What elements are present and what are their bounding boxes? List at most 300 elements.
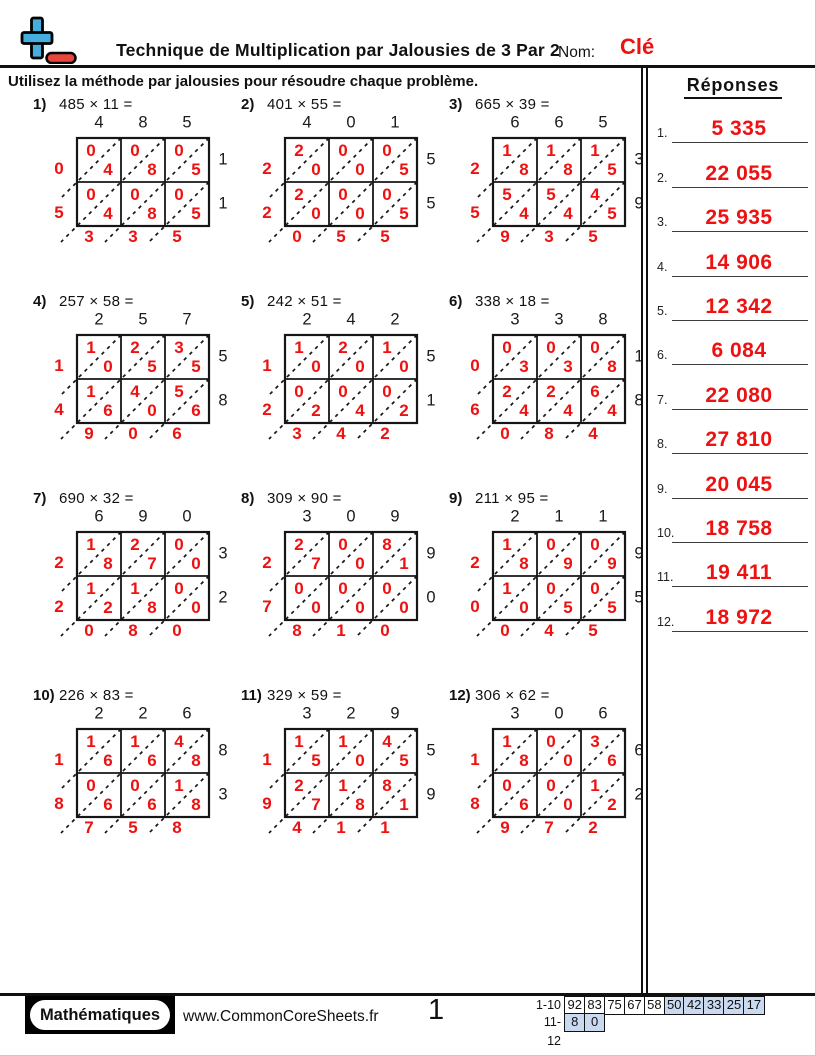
lattice-cell-tens-digit: 4 — [382, 732, 392, 751]
answer-item — [650, 277, 816, 321]
problems-grid — [29, 96, 653, 884]
lattice-cell-units-digit: 0 — [563, 751, 573, 770]
lattice-top-digit: 6 — [94, 507, 104, 526]
lattice-cell-units-digit: 2 — [399, 401, 409, 420]
lattice-cell-units-digit: 4 — [607, 401, 617, 420]
problem-equation: 309 × 90 = — [267, 490, 342, 507]
answer-item — [650, 143, 816, 187]
lattice-right-digit: 1 — [218, 150, 228, 169]
lattice-grid — [29, 704, 235, 843]
lattice-cell-units-digit: 5 — [399, 751, 409, 770]
problem — [445, 490, 651, 666]
problem-equation: 242 × 51 = — [267, 293, 342, 310]
lattice-left-sum-digit: 2 — [54, 553, 64, 572]
plus-minus-icon — [20, 16, 78, 64]
lattice-cell-units-digit: 4 — [103, 160, 113, 179]
answer-number: 4. — [657, 259, 668, 274]
lattice-cell-units-digit: 5 — [563, 598, 573, 617]
lattice-right-digit: 5 — [426, 741, 436, 760]
problem — [445, 293, 651, 469]
lattice-cell-tens-digit: 1 — [86, 732, 96, 751]
answer-number: 3. — [657, 215, 668, 230]
lattice-grid — [445, 113, 651, 252]
problem-equation: 485 × 11 = — [59, 96, 133, 113]
lattice-top-digit: 2 — [510, 507, 520, 526]
lattice-cell-tens-digit: 1 — [86, 382, 96, 401]
lattice-cell-tens-digit: 0 — [590, 535, 600, 554]
lattice-cell-units-digit: 0 — [355, 204, 365, 223]
lattice-bottom-sum-digit: 8 — [292, 621, 302, 640]
answer-value: 22 055 — [705, 161, 773, 185]
page-number: 1 — [428, 994, 445, 1026]
lattice-right-digit: 9 — [426, 785, 436, 804]
lattice-bottom-sum-digit: 0 — [380, 621, 390, 640]
problem-number: 4) — [33, 293, 47, 310]
lattice-top-digit: 0 — [346, 507, 356, 526]
lattice-right-digit: 8 — [634, 391, 644, 410]
lattice-cell-units-digit: 4 — [519, 401, 529, 420]
lattice-left-sum-digit: 1 — [54, 750, 64, 769]
lattice-left-sum-digit: 0 — [54, 159, 64, 178]
lattice-cell-tens-digit: 5 — [174, 382, 184, 401]
lattice-bottom-sum-digit: 7 — [84, 818, 94, 837]
answer-number: 1. — [657, 126, 668, 141]
lattice-cell-tens-digit: 0 — [86, 776, 96, 795]
answer-number: 6. — [657, 348, 668, 363]
lattice-cell-units-digit: 5 — [191, 204, 201, 223]
lattice-cell-units-digit: 0 — [311, 204, 321, 223]
problem-header — [237, 96, 443, 116]
lattice-right-digit: 0 — [426, 588, 436, 607]
lattice-grid — [29, 113, 235, 252]
problem-header — [29, 293, 235, 313]
lattice-right-digit: 8 — [218, 391, 228, 410]
lattice-top-digit: 5 — [598, 113, 608, 132]
lattice-left-sum-digit: 2 — [470, 159, 480, 178]
score-cell: 50 — [664, 996, 686, 1015]
lattice-cell-tens-digit: 2 — [546, 382, 556, 401]
lattice-cell-tens-digit: 2 — [294, 141, 304, 160]
lattice-top-digit: 6 — [182, 704, 192, 723]
lattice-right-digit: 9 — [634, 194, 644, 213]
answer-value: 18 972 — [705, 605, 773, 629]
lattice-bottom-sum-digit: 7 — [544, 818, 554, 837]
lattice-left-sum-digit: 8 — [54, 794, 64, 813]
score-cell: 8 — [564, 1013, 586, 1032]
lattice-right-digit: 2 — [218, 588, 228, 607]
answers-title: Réponses — [684, 75, 782, 99]
lattice-left-sum-digit: 5 — [470, 203, 480, 222]
lattice-cell-units-digit: 6 — [103, 795, 113, 814]
lattice-cell-units-digit: 8 — [519, 160, 529, 179]
answer-item — [650, 587, 816, 631]
lattice-cell-tens-digit: 2 — [338, 338, 348, 357]
lattice-cell-tens-digit: 0 — [130, 141, 140, 160]
lattice-cell-tens-digit: 0 — [502, 776, 512, 795]
answer-value: 19 411 — [705, 561, 773, 585]
lattice-right-digit: 5 — [634, 588, 644, 607]
lattice-cell-tens-digit: 1 — [502, 141, 512, 160]
lattice-cell-units-digit: 0 — [311, 598, 321, 617]
problem — [237, 293, 443, 469]
lattice-bottom-sum-digit: 4 — [292, 818, 302, 837]
problem-number: 2) — [241, 96, 255, 113]
lattice-bottom-sum-digit: 0 — [172, 621, 182, 640]
problem-equation: 226 × 83 = — [59, 687, 134, 704]
lattice-top-digit: 6 — [598, 704, 608, 723]
lattice-bottom-sum-digit: 8 — [172, 818, 182, 837]
lattice-cell-units-digit: 4 — [355, 401, 365, 420]
problem-equation: 211 × 95 = — [475, 490, 549, 507]
lattice-top-digit: 2 — [94, 704, 104, 723]
answer-item — [650, 365, 816, 409]
lattice-cell-tens-digit: 4 — [130, 382, 140, 401]
lattice-top-digit: 3 — [302, 507, 312, 526]
lattice-left-sum-digit: 7 — [262, 597, 272, 616]
lattice-cell-units-digit: 8 — [147, 160, 157, 179]
answer-number: 7. — [657, 392, 668, 407]
lattice-left-sum-digit: 0 — [470, 356, 480, 375]
lattice-cell-units-digit: 5 — [607, 160, 617, 179]
lattice-cell-tens-digit: 0 — [130, 776, 140, 795]
lattice-cell-units-digit: 8 — [191, 751, 201, 770]
lattice-left-sum-digit: 4 — [54, 400, 64, 419]
lattice-cell-units-digit: 6 — [147, 751, 157, 770]
lattice-left-sum-digit: 2 — [54, 597, 64, 616]
lattice-cell-units-digit: 4 — [563, 401, 573, 420]
brand-badge — [25, 996, 175, 1034]
problem-equation: 306 × 62 = — [475, 687, 550, 704]
score-cell: 0 — [584, 1013, 606, 1032]
lattice-cell-tens-digit: 1 — [86, 338, 96, 357]
lattice-cell-units-digit: 0 — [519, 598, 529, 617]
answer-number: 12. — [657, 614, 675, 629]
lattice-top-digit: 1 — [598, 507, 608, 526]
lattice-top-digit: 1 — [390, 113, 400, 132]
lattice-bottom-sum-digit: 8 — [544, 424, 554, 443]
lattice-bottom-sum-digit: 3 — [292, 424, 302, 443]
problem-header — [29, 687, 235, 707]
score-row-label: 1-10 — [535, 998, 561, 1012]
answer-item — [650, 99, 816, 143]
page-title: Technique de Multiplication par Jalousies de 3 Par 2 — [116, 40, 560, 60]
answer-underline — [672, 631, 808, 632]
problem-number: 6) — [449, 293, 463, 310]
lattice-cell-tens-digit: 0 — [502, 338, 512, 357]
name-label: Nom: — [558, 44, 596, 61]
lattice-cell-tens-digit: 2 — [130, 338, 140, 357]
lattice-cell-units-digit: 8 — [355, 795, 365, 814]
score-cell: 17 — [743, 996, 765, 1015]
score-cell: 67 — [624, 996, 646, 1015]
lattice-cell-units-digit: 4 — [519, 204, 529, 223]
lattice-bottom-sum-digit: 5 — [336, 227, 346, 246]
lattice-bottom-sum-digit: 1 — [380, 818, 390, 837]
lattice-cell-units-digit: 0 — [355, 554, 365, 573]
lattice-cell-tens-digit: 0 — [590, 579, 600, 598]
lattice-cell-tens-digit: 1 — [338, 776, 348, 795]
lattice-cell-tens-digit: 0 — [174, 141, 184, 160]
lattice-cell-units-digit: 0 — [563, 795, 573, 814]
lattice-bottom-sum-digit: 1 — [336, 818, 346, 837]
problem-equation: 401 × 55 = — [267, 96, 342, 113]
lattice-cell-tens-digit: 0 — [294, 382, 304, 401]
problem — [237, 687, 443, 863]
score-row-label: 11-12 — [543, 1015, 561, 1049]
lattice-cell-units-digit: 5 — [311, 751, 321, 770]
problem-header — [29, 490, 235, 510]
lattice-cell-units-digit: 4 — [563, 204, 573, 223]
score-row — [530, 1013, 765, 1049]
score-row — [530, 996, 765, 1015]
lattice-cell-units-digit: 0 — [311, 357, 321, 376]
problem-number: 3) — [449, 96, 463, 113]
answer-value: 18 758 — [705, 516, 773, 540]
score-cells — [564, 1013, 605, 1032]
lattice-cell-tens-digit: 8 — [382, 535, 392, 554]
lattice-cell-tens-digit: 8 — [382, 776, 392, 795]
lattice-top-digit: 2 — [346, 704, 356, 723]
lattice-cell-units-digit: 2 — [311, 401, 321, 420]
lattice-cell-tens-digit: 0 — [338, 382, 348, 401]
lattice-cell-tens-digit: 0 — [338, 579, 348, 598]
lattice-cell-tens-digit: 0 — [174, 185, 184, 204]
lattice-right-digit: 5 — [218, 347, 228, 366]
lattice-left-sum-digit: 0 — [470, 597, 480, 616]
score-cell: 58 — [644, 996, 666, 1015]
answer-value: 6 084 — [711, 339, 767, 363]
problem-equation: 329 × 59 = — [267, 687, 342, 704]
lattice-cell-tens-digit: 0 — [546, 338, 556, 357]
answer-number: 8. — [657, 437, 668, 452]
lattice-cell-units-digit: 9 — [607, 554, 617, 573]
answer-number: 11. — [657, 570, 674, 585]
lattice-cell-tens-digit: 0 — [382, 185, 392, 204]
lattice-cell-units-digit: 1 — [399, 554, 409, 573]
problem-number: 5) — [241, 293, 255, 310]
lattice-top-digit: 4 — [346, 310, 356, 329]
lattice-grid — [237, 113, 443, 252]
problem — [29, 293, 235, 469]
problem-equation: 257 × 58 = — [59, 293, 134, 310]
lattice-right-digit: 2 — [634, 785, 644, 804]
problem-header — [237, 687, 443, 707]
lattice-cell-units-digit: 0 — [355, 357, 365, 376]
lattice-right-digit: 1 — [426, 391, 436, 410]
problem-number: 10) — [33, 687, 55, 704]
lattice-cell-tens-digit: 2 — [130, 535, 140, 554]
lattice-cell-tens-digit: 1 — [86, 535, 96, 554]
lattice-top-digit: 8 — [598, 310, 608, 329]
problem-header — [445, 96, 651, 116]
lattice-cell-units-digit: 8 — [519, 554, 529, 573]
lattice-top-digit: 4 — [302, 113, 312, 132]
lattice-cell-tens-digit: 0 — [338, 535, 348, 554]
problem — [237, 490, 443, 666]
score-cell: 42 — [683, 996, 705, 1015]
lattice-cell-units-digit: 6 — [519, 795, 529, 814]
lattice-cell-units-digit: 2 — [103, 598, 113, 617]
answer-item — [650, 454, 816, 498]
lattice-cell-units-digit: 8 — [563, 160, 573, 179]
lattice-grid — [237, 507, 443, 646]
answer-number: 10. — [657, 525, 675, 540]
lattice-cell-tens-digit: 0 — [546, 776, 556, 795]
problem-header — [237, 490, 443, 510]
lattice-bottom-sum-digit: 8 — [128, 621, 138, 640]
answer-number: 9. — [657, 481, 668, 496]
problem-number: 11) — [241, 687, 262, 704]
lattice-cell-tens-digit: 3 — [590, 732, 600, 751]
lattice-cell-units-digit: 5 — [399, 204, 409, 223]
lattice-cell-units-digit: 0 — [191, 554, 201, 573]
lattice-cell-units-digit: 7 — [311, 554, 321, 573]
lattice-cell-units-digit: 5 — [607, 204, 617, 223]
score-cell: 83 — [584, 996, 606, 1015]
lattice-left-sum-digit: 8 — [470, 794, 480, 813]
lattice-left-sum-digit: 2 — [262, 400, 272, 419]
lattice-top-digit: 6 — [510, 113, 520, 132]
lattice-top-digit: 3 — [302, 704, 312, 723]
lattice-cell-tens-digit: 3 — [174, 338, 184, 357]
problem — [29, 96, 235, 272]
problem — [237, 96, 443, 272]
lattice-top-digit: 0 — [346, 113, 356, 132]
lattice-top-digit: 3 — [510, 310, 520, 329]
lattice-right-digit: 1 — [634, 347, 644, 366]
lattice-right-digit: 5 — [426, 347, 436, 366]
lattice-left-sum-digit: 2 — [262, 553, 272, 572]
answer-value: 22 080 — [705, 383, 773, 407]
lattice-bottom-sum-digit: 9 — [500, 227, 510, 246]
lattice-bottom-sum-digit: 5 — [172, 227, 182, 246]
lattice-right-digit: 9 — [634, 544, 644, 563]
lattice-top-digit: 6 — [554, 113, 564, 132]
lattice-cell-units-digit: 3 — [563, 357, 573, 376]
score-cells — [564, 996, 765, 1015]
lattice-right-digit: 9 — [426, 544, 436, 563]
answer-item — [650, 321, 816, 365]
brand-label: Mathématiques — [28, 998, 172, 1032]
lattice-bottom-sum-digit: 5 — [128, 818, 138, 837]
lattice-top-digit: 5 — [182, 113, 192, 132]
lattice-cell-units-digit: 8 — [147, 598, 157, 617]
lattice-grid — [237, 310, 443, 449]
lattice-top-digit: 2 — [94, 310, 104, 329]
lattice-cell-units-digit: 0 — [399, 598, 409, 617]
lattice-right-digit: 5 — [426, 194, 436, 213]
lattice-bottom-sum-digit: 3 — [128, 227, 138, 246]
lattice-right-digit: 3 — [218, 785, 228, 804]
lattice-cell-units-digit: 8 — [607, 357, 617, 376]
lattice-bottom-sum-digit: 0 — [292, 227, 302, 246]
lattice-top-digit: 9 — [390, 507, 400, 526]
lattice-bottom-sum-digit: 0 — [128, 424, 138, 443]
score-table — [530, 996, 765, 1049]
lattice-cell-units-digit: 5 — [399, 160, 409, 179]
lattice-grid — [29, 310, 235, 449]
lattice-top-digit: 9 — [390, 704, 400, 723]
lattice-top-digit: 2 — [302, 310, 312, 329]
lattice-cell-tens-digit: 2 — [502, 382, 512, 401]
lattice-cell-tens-digit: 0 — [382, 141, 392, 160]
name-value-answer-key: Clé — [620, 34, 655, 59]
lattice-cell-units-digit: 6 — [607, 751, 617, 770]
lattice-bottom-sum-digit: 4 — [588, 424, 598, 443]
lattice-cell-tens-digit: 4 — [590, 185, 600, 204]
lattice-cell-tens-digit: 0 — [130, 185, 140, 204]
lattice-cell-tens-digit: 4 — [174, 732, 184, 751]
lattice-left-sum-digit: 9 — [262, 794, 272, 813]
lattice-cell-tens-digit: 0 — [382, 579, 392, 598]
lattice-cell-tens-digit: 0 — [86, 141, 96, 160]
lattice-cell-tens-digit: 2 — [294, 535, 304, 554]
lattice-left-sum-digit: 1 — [262, 750, 272, 769]
lattice-grid — [237, 704, 443, 843]
lattice-bottom-sum-digit: 2 — [380, 424, 390, 443]
lattice-bottom-sum-digit: 3 — [84, 227, 94, 246]
lattice-cell-tens-digit: 1 — [502, 535, 512, 554]
lattice-cell-units-digit: 0 — [191, 598, 201, 617]
lattice-bottom-sum-digit: 0 — [84, 621, 94, 640]
answer-item — [650, 188, 816, 232]
lattice-cell-tens-digit: 0 — [338, 141, 348, 160]
problem — [445, 96, 651, 272]
lattice-cell-tens-digit: 1 — [294, 732, 304, 751]
lattice-cell-units-digit: 6 — [191, 401, 201, 420]
problem-header — [445, 490, 651, 510]
answer-value: 27 810 — [705, 428, 773, 452]
lattice-cell-tens-digit: 1 — [338, 732, 348, 751]
score-cell: 33 — [703, 996, 725, 1015]
lattice-bottom-sum-digit: 9 — [84, 424, 94, 443]
score-cell: 75 — [604, 996, 626, 1015]
lattice-top-digit: 1 — [554, 507, 564, 526]
lattice-cell-units-digit: 4 — [103, 204, 113, 223]
lattice-cell-tens-digit: 0 — [546, 732, 556, 751]
lattice-left-sum-digit: 2 — [470, 553, 480, 572]
lattice-bottom-sum-digit: 3 — [544, 227, 554, 246]
answers-separator — [641, 66, 648, 993]
lattice-cell-units-digit: 6 — [103, 401, 113, 420]
answer-value: 20 045 — [705, 472, 773, 496]
lattice-cell-tens-digit: 1 — [590, 141, 600, 160]
lattice-left-sum-digit: 6 — [470, 400, 480, 419]
lattice-cell-tens-digit: 0 — [174, 579, 184, 598]
score-cell: 92 — [564, 996, 586, 1015]
lattice-grid — [445, 310, 651, 449]
answer-list — [650, 99, 816, 632]
lattice-right-digit: 3 — [218, 544, 228, 563]
lattice-left-sum-digit: 1 — [470, 750, 480, 769]
answers-panel — [650, 66, 816, 993]
lattice-cell-units-digit: 0 — [103, 357, 113, 376]
lattice-bottom-sum-digit: 5 — [588, 227, 598, 246]
lattice-left-sum-digit: 1 — [262, 356, 272, 375]
instruction-text: Utilisez la méthode par jalousies pour résoudre chaque problème. — [8, 73, 479, 90]
lattice-cell-units-digit: 0 — [355, 160, 365, 179]
lattice-top-digit: 4 — [94, 113, 104, 132]
problem-header — [445, 293, 651, 313]
lattice-top-digit: 0 — [554, 704, 564, 723]
lattice-top-digit: 7 — [182, 310, 192, 329]
lattice-bottom-sum-digit: 5 — [588, 621, 598, 640]
lattice-cell-tens-digit: 0 — [546, 579, 556, 598]
lattice-cell-tens-digit: 0 — [338, 185, 348, 204]
lattice-cell-units-digit: 7 — [311, 795, 321, 814]
score-cell: 25 — [723, 996, 745, 1015]
problem-equation: 690 × 32 = — [59, 490, 134, 507]
